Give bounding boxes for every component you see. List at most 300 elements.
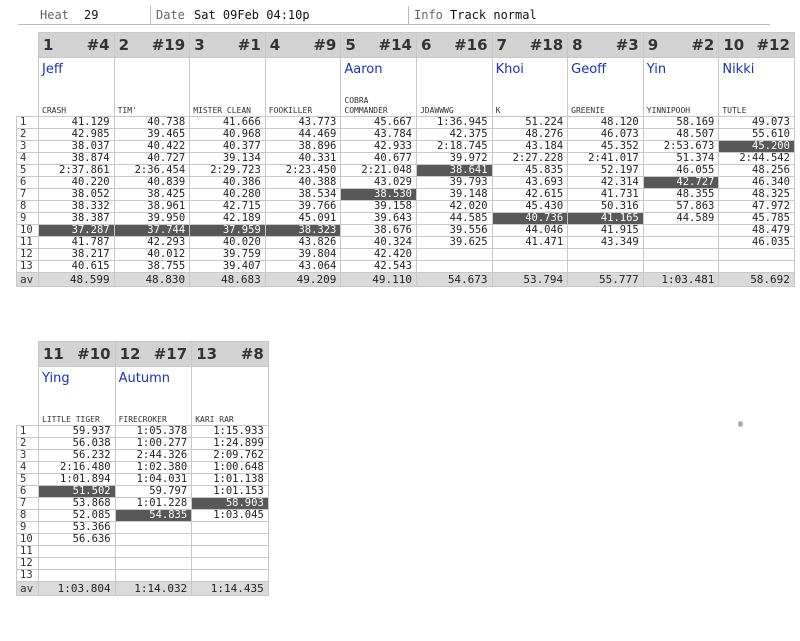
lap-time: 40.422 bbox=[114, 141, 190, 153]
driver-nickname: TUTLE bbox=[719, 82, 795, 117]
position: 10 bbox=[723, 36, 745, 54]
lap-time: 41.666 bbox=[190, 117, 266, 129]
car-number: #17 bbox=[153, 345, 188, 363]
lap-time bbox=[115, 570, 192, 582]
lap-time: 45.091 bbox=[265, 213, 341, 225]
lap-time: 44.046 bbox=[492, 225, 568, 237]
divider bbox=[408, 6, 409, 24]
average-label: av bbox=[17, 582, 39, 596]
lap-time: 38.641 bbox=[416, 165, 492, 177]
lap-time: 39.766 bbox=[265, 201, 341, 213]
driver-nickname: JDAWWWG bbox=[416, 82, 492, 117]
lap-time: 1:02.380 bbox=[115, 462, 192, 474]
lap-number: 8 bbox=[17, 510, 39, 522]
car-number: #12 bbox=[756, 36, 790, 54]
lap-time: 38.896 bbox=[265, 141, 341, 153]
lap-time: 39.148 bbox=[416, 189, 492, 201]
lap-time: 1:01.228 bbox=[115, 498, 192, 510]
driver-name: Geoff bbox=[568, 58, 644, 83]
average-time: 48.830 bbox=[114, 273, 190, 287]
lap-table-1 bbox=[16, 32, 795, 287]
lap-time: 48.276 bbox=[492, 129, 568, 141]
lap-time: 42.727 bbox=[643, 177, 719, 189]
lap-time: 43.064 bbox=[265, 261, 341, 273]
lap-time bbox=[416, 261, 492, 273]
lap-time: 42.933 bbox=[341, 141, 417, 153]
lap-time: 39.625 bbox=[416, 237, 492, 249]
lap-number: 8 bbox=[17, 201, 39, 213]
lap-time: 38.874 bbox=[39, 153, 115, 165]
racer-header bbox=[492, 33, 568, 58]
table-row bbox=[17, 165, 795, 177]
lap-time: 51.374 bbox=[643, 153, 719, 165]
lap-time bbox=[492, 249, 568, 261]
driver-nickname: MISTER CLEAN bbox=[190, 82, 266, 117]
lap-time: 40.377 bbox=[190, 141, 266, 153]
lap-number: 1 bbox=[17, 426, 39, 438]
heat-header bbox=[18, 6, 770, 25]
lap-number: 13 bbox=[17, 261, 39, 273]
info-value: Track normal bbox=[450, 8, 537, 22]
average-time: 48.599 bbox=[39, 273, 115, 287]
lap-time bbox=[568, 249, 644, 261]
position: 3 bbox=[194, 36, 205, 54]
lap-time: 48.507 bbox=[643, 129, 719, 141]
lap-time: 38.530 bbox=[341, 189, 417, 201]
driver-nickname: TIM' bbox=[114, 82, 190, 117]
lap-time: 40.615 bbox=[39, 261, 115, 273]
lap-time: 45.200 bbox=[719, 141, 795, 153]
racer-header bbox=[192, 342, 269, 367]
lap-time: 38.332 bbox=[39, 201, 115, 213]
lap-time: 49.073 bbox=[719, 117, 795, 129]
lap-time: 2:41.017 bbox=[568, 153, 644, 165]
lap-time: 42.020 bbox=[416, 201, 492, 213]
table-row bbox=[17, 141, 795, 153]
lap-time: 43.773 bbox=[265, 117, 341, 129]
average-time: 1:14.032 bbox=[115, 582, 192, 596]
position: 11 bbox=[43, 345, 64, 363]
lap-number: 4 bbox=[17, 462, 39, 474]
table-row bbox=[17, 237, 795, 249]
lap-time: 40.736 bbox=[492, 213, 568, 225]
lap-number: 11 bbox=[17, 546, 39, 558]
lap-time: 2:21.048 bbox=[341, 165, 417, 177]
lap-time: 37.744 bbox=[114, 225, 190, 237]
lap-number: 12 bbox=[17, 558, 39, 570]
lap-time: 1:00.277 bbox=[115, 438, 192, 450]
lap-time: 40.839 bbox=[114, 177, 190, 189]
lap-time: 38.037 bbox=[39, 141, 115, 153]
lap-time: 38.323 bbox=[265, 225, 341, 237]
lap-time: 42.543 bbox=[341, 261, 417, 273]
lap-time: 2:44.326 bbox=[115, 450, 192, 462]
lap-time: 40.968 bbox=[190, 129, 266, 141]
driver-nickname: FOOKILLER bbox=[265, 82, 341, 117]
car-number: #4 bbox=[86, 36, 110, 54]
heat-value: 29 bbox=[84, 8, 99, 22]
lap-time: 44.469 bbox=[265, 129, 341, 141]
lap-time: 1:01.153 bbox=[192, 486, 269, 498]
lap-time bbox=[192, 570, 269, 582]
table-row bbox=[17, 546, 269, 558]
lap-number: 2 bbox=[17, 129, 39, 141]
lap-time: 39.158 bbox=[341, 201, 417, 213]
position: 8 bbox=[572, 36, 583, 54]
lap-time: 56.232 bbox=[39, 450, 116, 462]
car-number: #1 bbox=[237, 36, 261, 54]
average-row bbox=[17, 582, 269, 596]
lap-time: 39.134 bbox=[190, 153, 266, 165]
driver-name: Yin bbox=[643, 58, 719, 83]
lap-time: 45.352 bbox=[568, 141, 644, 153]
lap-time: 43.349 bbox=[568, 237, 644, 249]
lap-time: 48.120 bbox=[568, 117, 644, 129]
driver-nickname: FIRECROKER bbox=[115, 391, 192, 426]
racer-header bbox=[341, 33, 417, 58]
average-time: 49.110 bbox=[341, 273, 417, 287]
lap-number: 1 bbox=[17, 117, 39, 129]
lap-time: 39.556 bbox=[416, 225, 492, 237]
lap-time: 42.420 bbox=[341, 249, 417, 261]
lap-time bbox=[719, 249, 795, 261]
average-time: 49.209 bbox=[265, 273, 341, 287]
lap-number: 11 bbox=[17, 237, 39, 249]
driver-name: Aaron bbox=[341, 58, 417, 83]
heat-label: Heat bbox=[40, 8, 69, 22]
racer-header bbox=[39, 33, 115, 58]
table-row bbox=[17, 225, 795, 237]
lap-time: 39.972 bbox=[416, 153, 492, 165]
average-row bbox=[17, 273, 795, 287]
racer-header bbox=[265, 33, 341, 58]
driver-name bbox=[114, 58, 190, 83]
car-number: #2 bbox=[691, 36, 715, 54]
lap-time: 38.425 bbox=[114, 189, 190, 201]
position: 2 bbox=[118, 36, 130, 54]
table-row bbox=[17, 213, 795, 225]
driver-nickname: GREENIE bbox=[568, 82, 644, 117]
driver-name: Autumn bbox=[115, 367, 192, 392]
lap-number: 4 bbox=[17, 153, 39, 165]
lap-time bbox=[39, 558, 116, 570]
lap-number: 6 bbox=[17, 177, 39, 189]
driver-name: Jeff bbox=[39, 58, 115, 83]
racer-header bbox=[719, 33, 795, 58]
lap-time: 48.256 bbox=[719, 165, 795, 177]
racer-header bbox=[568, 33, 644, 58]
average-label: av bbox=[17, 273, 39, 287]
table-row bbox=[17, 426, 269, 438]
lap-time: 40.386 bbox=[190, 177, 266, 189]
table-row bbox=[17, 261, 795, 273]
lap-time: 42.715 bbox=[190, 201, 266, 213]
car-number: #8 bbox=[240, 345, 264, 363]
lap-time: 45.835 bbox=[492, 165, 568, 177]
driver-nickname: K bbox=[492, 82, 568, 117]
racer-header bbox=[643, 33, 719, 58]
driver-nickname: YINNIPOOH bbox=[643, 82, 719, 117]
lap-time bbox=[192, 558, 269, 570]
lap-time: 42.189 bbox=[190, 213, 266, 225]
lap-time: 1:15.933 bbox=[192, 426, 269, 438]
paper-mark bbox=[738, 421, 743, 427]
lap-time: 39.793 bbox=[416, 177, 492, 189]
table-row bbox=[17, 249, 795, 261]
lap-time: 2:44.542 bbox=[719, 153, 795, 165]
lap-time: 2:37.861 bbox=[39, 165, 115, 177]
lap-time: 52.085 bbox=[39, 510, 116, 522]
lap-time: 38.755 bbox=[114, 261, 190, 273]
lap-time: 45.785 bbox=[719, 213, 795, 225]
table-row bbox=[17, 177, 795, 189]
driver-name bbox=[416, 58, 492, 83]
position: 7 bbox=[496, 36, 507, 54]
lap-number: 9 bbox=[17, 522, 39, 534]
lap-number: 10 bbox=[17, 534, 39, 546]
lap-time: 41.787 bbox=[39, 237, 115, 249]
driver-nickname: LITTLE TIGER bbox=[39, 391, 116, 426]
lap-time: 39.759 bbox=[190, 249, 266, 261]
lap-number: 10 bbox=[17, 225, 39, 237]
lap-time: 45.430 bbox=[492, 201, 568, 213]
driver-name: Ying bbox=[39, 367, 116, 392]
lap-time: 2:53.673 bbox=[643, 141, 719, 153]
lap-time: 42.375 bbox=[416, 129, 492, 141]
lap-time: 48.325 bbox=[719, 189, 795, 201]
lap-time: 38.534 bbox=[265, 189, 341, 201]
lap-time: 43.184 bbox=[492, 141, 568, 153]
lap-time: 46.055 bbox=[643, 165, 719, 177]
lap-time: 41.165 bbox=[568, 213, 644, 225]
lap-time: 1:03.045 bbox=[192, 510, 269, 522]
lap-time: 2:16.480 bbox=[39, 462, 116, 474]
average-time: 1:14.435 bbox=[192, 582, 269, 596]
lap-time: 37.959 bbox=[190, 225, 266, 237]
lap-time bbox=[115, 546, 192, 558]
average-time: 48.683 bbox=[190, 273, 266, 287]
lap-time: 40.280 bbox=[190, 189, 266, 201]
lap-time: 58.903 bbox=[192, 498, 269, 510]
car-number: #19 bbox=[151, 36, 186, 54]
position: 6 bbox=[420, 36, 432, 54]
lap-number: 3 bbox=[17, 450, 39, 462]
lap-time: 42.615 bbox=[492, 189, 568, 201]
lap-time: 56.038 bbox=[39, 438, 116, 450]
lap-time bbox=[416, 249, 492, 261]
lap-table-2 bbox=[16, 341, 269, 596]
lap-time: 48.355 bbox=[643, 189, 719, 201]
lap-time: 43.029 bbox=[341, 177, 417, 189]
position: 1 bbox=[43, 36, 54, 54]
lap-time bbox=[39, 570, 116, 582]
table-row bbox=[17, 153, 795, 165]
lap-time bbox=[115, 534, 192, 546]
racer-header bbox=[39, 342, 116, 367]
lap-number: 13 bbox=[17, 570, 39, 582]
divider bbox=[150, 6, 151, 24]
average-time: 53.794 bbox=[492, 273, 568, 287]
racer-header bbox=[190, 33, 266, 58]
table-row bbox=[17, 462, 269, 474]
lap-time bbox=[192, 522, 269, 534]
lap-time: 51.224 bbox=[492, 117, 568, 129]
lap-time: 1:01.138 bbox=[192, 474, 269, 486]
lap-time: 54.835 bbox=[115, 510, 192, 522]
lap-time: 40.738 bbox=[114, 117, 190, 129]
lap-time: 40.220 bbox=[39, 177, 115, 189]
lap-time: 42.985 bbox=[39, 129, 115, 141]
driver-name bbox=[190, 58, 266, 83]
average-time: 1:03.804 bbox=[39, 582, 116, 596]
lap-time bbox=[492, 261, 568, 273]
lap-time: 38.052 bbox=[39, 189, 115, 201]
average-time: 54.673 bbox=[416, 273, 492, 287]
lap-time bbox=[39, 546, 116, 558]
lap-time: 38.217 bbox=[39, 249, 115, 261]
driver-name: Khoi bbox=[492, 58, 568, 83]
car-number: #18 bbox=[529, 36, 564, 54]
lap-time bbox=[192, 534, 269, 546]
lap-time bbox=[115, 522, 192, 534]
lap-time bbox=[643, 225, 719, 237]
lap-number: 3 bbox=[17, 141, 39, 153]
lap-time: 1:00.648 bbox=[192, 462, 269, 474]
position: 9 bbox=[647, 36, 659, 54]
lap-time: 1:05.378 bbox=[115, 426, 192, 438]
lap-time: 2:18.745 bbox=[416, 141, 492, 153]
lap-time: 40.677 bbox=[341, 153, 417, 165]
lap-number: 7 bbox=[17, 498, 39, 510]
lap-time: 2:29.723 bbox=[190, 165, 266, 177]
lap-time: 38.676 bbox=[341, 225, 417, 237]
position: 5 bbox=[345, 36, 356, 54]
lap-time: 52.197 bbox=[568, 165, 644, 177]
average-time: 55.777 bbox=[568, 273, 644, 287]
lap-time: 51.502 bbox=[39, 486, 116, 498]
racer-header bbox=[114, 33, 190, 58]
car-number: #9 bbox=[313, 36, 337, 54]
racer-header bbox=[416, 33, 492, 58]
lap-time: 41.915 bbox=[568, 225, 644, 237]
table-row bbox=[17, 438, 269, 450]
position: 4 bbox=[269, 36, 281, 54]
lap-time: 50.316 bbox=[568, 201, 644, 213]
driver-name bbox=[265, 58, 341, 83]
lap-time: 40.331 bbox=[265, 153, 341, 165]
lap-time: 2:23.450 bbox=[265, 165, 341, 177]
lap-time: 40.324 bbox=[341, 237, 417, 249]
lap-time: 59.937 bbox=[39, 426, 116, 438]
driver-name: Nikki bbox=[719, 58, 795, 83]
table-row bbox=[17, 522, 269, 534]
lap-number: 12 bbox=[17, 249, 39, 261]
lap-time: 57.863 bbox=[643, 201, 719, 213]
lap-time: 40.388 bbox=[265, 177, 341, 189]
lap-time: 59.797 bbox=[115, 486, 192, 498]
table-row bbox=[17, 201, 795, 213]
lap-time: 41.731 bbox=[568, 189, 644, 201]
lap-time: 56.636 bbox=[39, 534, 116, 546]
lap-time: 38.387 bbox=[39, 213, 115, 225]
lap-number: 6 bbox=[17, 486, 39, 498]
racer-header bbox=[115, 342, 192, 367]
lap-time bbox=[719, 261, 795, 273]
lap-time: 45.667 bbox=[341, 117, 417, 129]
lap-time: 40.727 bbox=[114, 153, 190, 165]
lap-time: 58.169 bbox=[643, 117, 719, 129]
lap-time: 46.340 bbox=[719, 177, 795, 189]
lap-time: 38.961 bbox=[114, 201, 190, 213]
table-row bbox=[17, 450, 269, 462]
lap-time bbox=[643, 237, 719, 249]
table-row bbox=[17, 129, 795, 141]
date-label: Date bbox=[156, 8, 185, 22]
table-row bbox=[17, 486, 269, 498]
lap-time bbox=[568, 261, 644, 273]
lap-time: 42.293 bbox=[114, 237, 190, 249]
lap-number: 5 bbox=[17, 165, 39, 177]
position: 13 bbox=[196, 345, 218, 363]
lap-time: 39.804 bbox=[265, 249, 341, 261]
lap-time: 42.314 bbox=[568, 177, 644, 189]
lap-time: 39.950 bbox=[114, 213, 190, 225]
lap-time: 41.471 bbox=[492, 237, 568, 249]
lap-time: 40.020 bbox=[190, 237, 266, 249]
lap-number: 5 bbox=[17, 474, 39, 486]
lap-time: 53.366 bbox=[39, 522, 116, 534]
lap-time: 44.585 bbox=[416, 213, 492, 225]
lap-number: 2 bbox=[17, 438, 39, 450]
position: 12 bbox=[119, 345, 141, 363]
driver-nickname: CRASH bbox=[39, 82, 115, 117]
average-time: 58.692 bbox=[719, 273, 795, 287]
lap-number: 9 bbox=[17, 213, 39, 225]
lap-time bbox=[115, 558, 192, 570]
lap-time bbox=[643, 249, 719, 261]
car-number: #14 bbox=[378, 36, 412, 54]
lap-time: 37.287 bbox=[39, 225, 115, 237]
table-row bbox=[17, 189, 795, 201]
lap-time: 43.826 bbox=[265, 237, 341, 249]
lap-time: 1:36.945 bbox=[416, 117, 492, 129]
lap-time: 47.972 bbox=[719, 201, 795, 213]
average-time: 1:03.481 bbox=[643, 273, 719, 287]
date-value: Sat 09Feb 04:10p bbox=[194, 8, 310, 22]
lap-time: 2:36.454 bbox=[114, 165, 190, 177]
lap-time: 46.073 bbox=[568, 129, 644, 141]
lap-time: 39.643 bbox=[341, 213, 417, 225]
table-row bbox=[17, 510, 269, 522]
driver-name bbox=[192, 367, 269, 392]
lap-time: 55.610 bbox=[719, 129, 795, 141]
lap-time: 43.693 bbox=[492, 177, 568, 189]
lap-time: 44.589 bbox=[643, 213, 719, 225]
table-row bbox=[17, 498, 269, 510]
table-row bbox=[17, 558, 269, 570]
table-row bbox=[17, 534, 269, 546]
lap-time: 41.129 bbox=[39, 117, 115, 129]
lap-time: 1:24.899 bbox=[192, 438, 269, 450]
car-number: #10 bbox=[77, 345, 111, 363]
lap-time bbox=[192, 546, 269, 558]
lap-time: 1:01.894 bbox=[39, 474, 116, 486]
driver-nickname: KARI RAR bbox=[192, 391, 269, 426]
lap-time: 2:27.228 bbox=[492, 153, 568, 165]
lap-time: 46.035 bbox=[719, 237, 795, 249]
lap-time: 2:09.762 bbox=[192, 450, 269, 462]
driver-nickname: COBRA COMMANDER bbox=[341, 82, 417, 117]
